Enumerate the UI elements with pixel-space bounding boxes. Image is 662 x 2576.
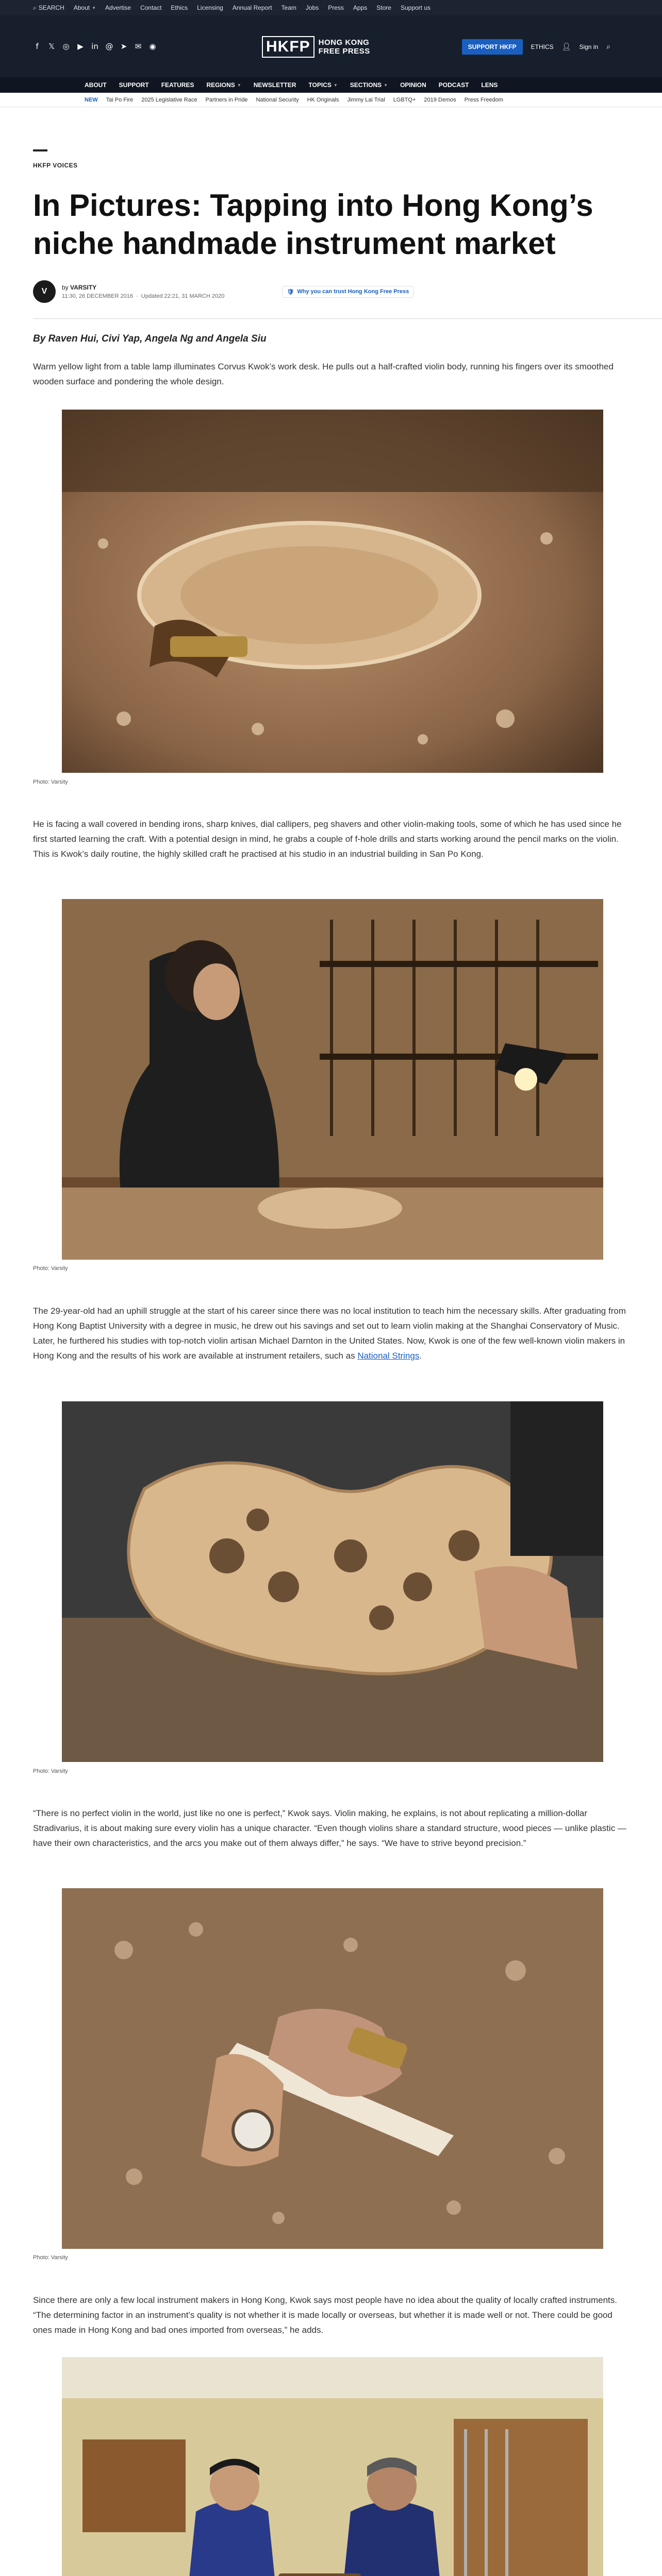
body-paragraph: He is facing a wall covered in bending irons, sharp knives, dial callipers, peg shavers and other violin-making tools, some of which he has used since he first started learning the craft. With a potential design in mind, he grabs a couple of f-hole drills and starts working around the pencil marks on the violin. This is Kwok’s daily routine, the highly skilled craft he practised at his studio in an industrial building in San Po Kong. (33, 819, 622, 859)
topbar-store[interactable]: Store (376, 4, 391, 11)
article-title: In Pictures: Tapping into Hong Kong’s niche handmade instrument market (33, 188, 593, 261)
nav-about[interactable]: ABOUT (85, 81, 107, 89)
divider (33, 318, 662, 319)
photo-credit: Photo: Varsity (33, 2255, 68, 2261)
chevron-down-icon: ▼ (237, 82, 241, 88)
photo-credit: Photo: Varsity (33, 1768, 68, 1774)
ethics-link[interactable]: ETHICS (531, 43, 554, 50)
topbar-advertise[interactable]: Advertise (105, 4, 131, 11)
linkedin-icon[interactable]: in (91, 42, 98, 51)
user-icon[interactable]: 👤︎ (561, 43, 571, 51)
new-badge: NEW (85, 96, 98, 103)
main-nav (0, 77, 662, 93)
x-icon[interactable]: 𝕏 (48, 42, 55, 51)
photo-hands-planing-image (62, 1888, 603, 2249)
section-label[interactable]: HKFP VOICES (33, 162, 78, 169)
logo-mark: HKFP (262, 36, 315, 58)
nav-podcast[interactable]: PODCAST (438, 81, 469, 89)
topbar-jobs[interactable]: Jobs (305, 4, 319, 11)
topbar-press[interactable]: Press (328, 4, 344, 11)
chevron-down-icon: ▼ (92, 5, 96, 10)
authors-line: By Raven Hui, Civi Yap, Angela Ng and Angela Siu (33, 333, 267, 344)
utility-bar (0, 0, 662, 15)
trending-link[interactable]: Tai Po Fire (106, 96, 134, 103)
trending-link[interactable]: Press Freedom (464, 96, 503, 103)
masthead (0, 15, 662, 77)
site-logo[interactable] (262, 36, 370, 58)
social-links (33, 42, 157, 51)
photo-violin-back (62, 1401, 603, 1762)
logo-wordmark: HONG KONG FREE PRESS (318, 38, 370, 56)
nav-support[interactable]: SUPPORT (119, 81, 149, 89)
chevron-down-icon: ▼ (384, 82, 388, 88)
chevron-down-icon: ▼ (333, 82, 338, 88)
trending-link[interactable]: Jimmy Lai Trial (347, 96, 385, 103)
rss-icon[interactable]: ◉ (149, 42, 156, 51)
trending-link[interactable]: National Security (256, 96, 299, 103)
nav-regions[interactable]: REGIONS ▼ (206, 81, 241, 89)
article-header (33, 149, 614, 389)
topbar-search[interactable]: ⌕ SEARCH (33, 4, 64, 11)
sign-in-link[interactable]: Sign in (579, 43, 599, 50)
topbar-support-us[interactable]: Support us (400, 4, 431, 11)
body-paragraph: The 29-year-old had an uphill struggle at the start of his career since there was no local institution to teach him the necessary skills. After graduating from Hong Kong Baptist University with a degree in music, he drew out his savings and set out to learn violin making at the Shanghai Conservatory of Music. Later, he furthered his studies with top-notch violin artisan Michael Darnton in the United States. Now, Kwok is one of the few well-known violin makers in Hong Kong and the results of his work are available at instrument retailers, such as National Strings. (33, 1306, 626, 1361)
photo-drum-makers (62, 2357, 603, 2576)
nav-sections[interactable]: SECTIONS ▼ (350, 81, 388, 89)
photo-violin-workbench (62, 410, 603, 773)
nav-topics[interactable]: TOPICS ▼ (308, 81, 338, 89)
trending-link[interactable]: Partners in Pride (205, 96, 248, 103)
topbar-contact[interactable]: Contact (140, 4, 162, 11)
search-icon[interactable]: ⌕ (606, 43, 610, 51)
telegram-icon[interactable]: ➤ (120, 42, 127, 51)
photo-maker-at-desk-image (62, 899, 603, 1260)
nav-lens[interactable]: LENS (481, 81, 498, 89)
masthead-actions (462, 39, 610, 55)
photo-maker-at-desk (62, 899, 603, 1260)
photo-drum-makers-image (62, 2357, 603, 2576)
nav-newsletter[interactable]: NEWSLETTER (253, 81, 296, 89)
topbar-apps[interactable]: Apps (353, 4, 368, 11)
nav-features[interactable]: FEATURES (161, 81, 194, 89)
photo-violin-back-image (62, 1401, 603, 1762)
author-name[interactable]: VARSITY (70, 284, 97, 291)
topbar-annual-report[interactable]: Annual Report (232, 4, 272, 11)
topbar-about[interactable]: About ▼ (73, 4, 96, 11)
photo-credit: Photo: Varsity (33, 1265, 68, 1272)
support-hkfp-button[interactable]: SUPPORT HKFP (462, 39, 523, 55)
threads-icon[interactable]: @ (105, 42, 113, 51)
nav-opinion[interactable]: OPINION (400, 81, 426, 89)
topbar-team[interactable]: Team (281, 4, 296, 11)
trending-bar (0, 93, 662, 107)
body-paragraph: “There is no perfect violin in the world, just like no one is perfect,” Kwok says. Violin making, he explains, is not about replicating a million-dollar Stradivarius, it is about making sure every violin has a unique character. “Even though violins share a standard structure, wood pieces — unlike plastic — have their own characteristics, and the arcs you make out of them always differ,” he says. “We have to strive beyond precision.” (33, 1808, 626, 1848)
photo-hands-planing (62, 1888, 603, 2249)
trust-link[interactable]: 🛡︎ Why you can trust Hong Kong Free Press (282, 286, 413, 298)
body-paragraph: Since there are only a few local instrument makers in Hong Kong, Kwok says most people have no idea about the quality of locally crafted instruments. “The determining factor in an instrument’s quality is not whether it is made locally or overseas, but whether it is made well or not. There could be good ones made in Hong Kong and bad ones imported from overseas,” he adds. (33, 2295, 617, 2335)
section-rule (33, 149, 47, 151)
avatar[interactable]: V (33, 280, 56, 303)
photo-violin-workbench-image (62, 410, 603, 773)
email-icon[interactable]: ✉ (135, 42, 142, 51)
shield-icon: 🛡︎ (287, 288, 294, 295)
trending-link[interactable]: 2025 Legislative Race (141, 96, 197, 103)
trending-link[interactable]: HK Originals (307, 96, 339, 103)
national-strings-link[interactable]: National Strings (357, 1351, 420, 1361)
topbar-licensing[interactable]: Licensing (197, 4, 223, 11)
youtube-icon[interactable]: ▶ (77, 42, 84, 51)
intro-paragraph: Warm yellow light from a table lamp illuminates Corvus Kwok’s work desk. He pulls out a half-crafted violin body, running his fingers over its smoothed wooden surface and pondering the whole design. (33, 362, 614, 386)
topbar-ethics[interactable]: Ethics (171, 4, 188, 11)
search-icon: ⌕ (33, 4, 37, 11)
instagram-icon[interactable]: ◎ (62, 42, 70, 51)
trending-link[interactable]: LGBTQ+ (393, 96, 416, 103)
updated-date: Updated 22:21, 31 MARCH 2020 (141, 293, 225, 299)
facebook-icon[interactable]: f (36, 42, 39, 51)
byline-meta: by VARSITY 11:30, 26 DECEMBER 2016 · Updated 22:21, 31 MARCH 2020 (62, 284, 225, 299)
byline (33, 280, 600, 303)
photo-credit: Photo: Varsity (33, 779, 68, 785)
trending-link[interactable]: 2019 Demos (424, 96, 456, 103)
published-date: 11:30, 26 DECEMBER 2016 (62, 293, 133, 299)
